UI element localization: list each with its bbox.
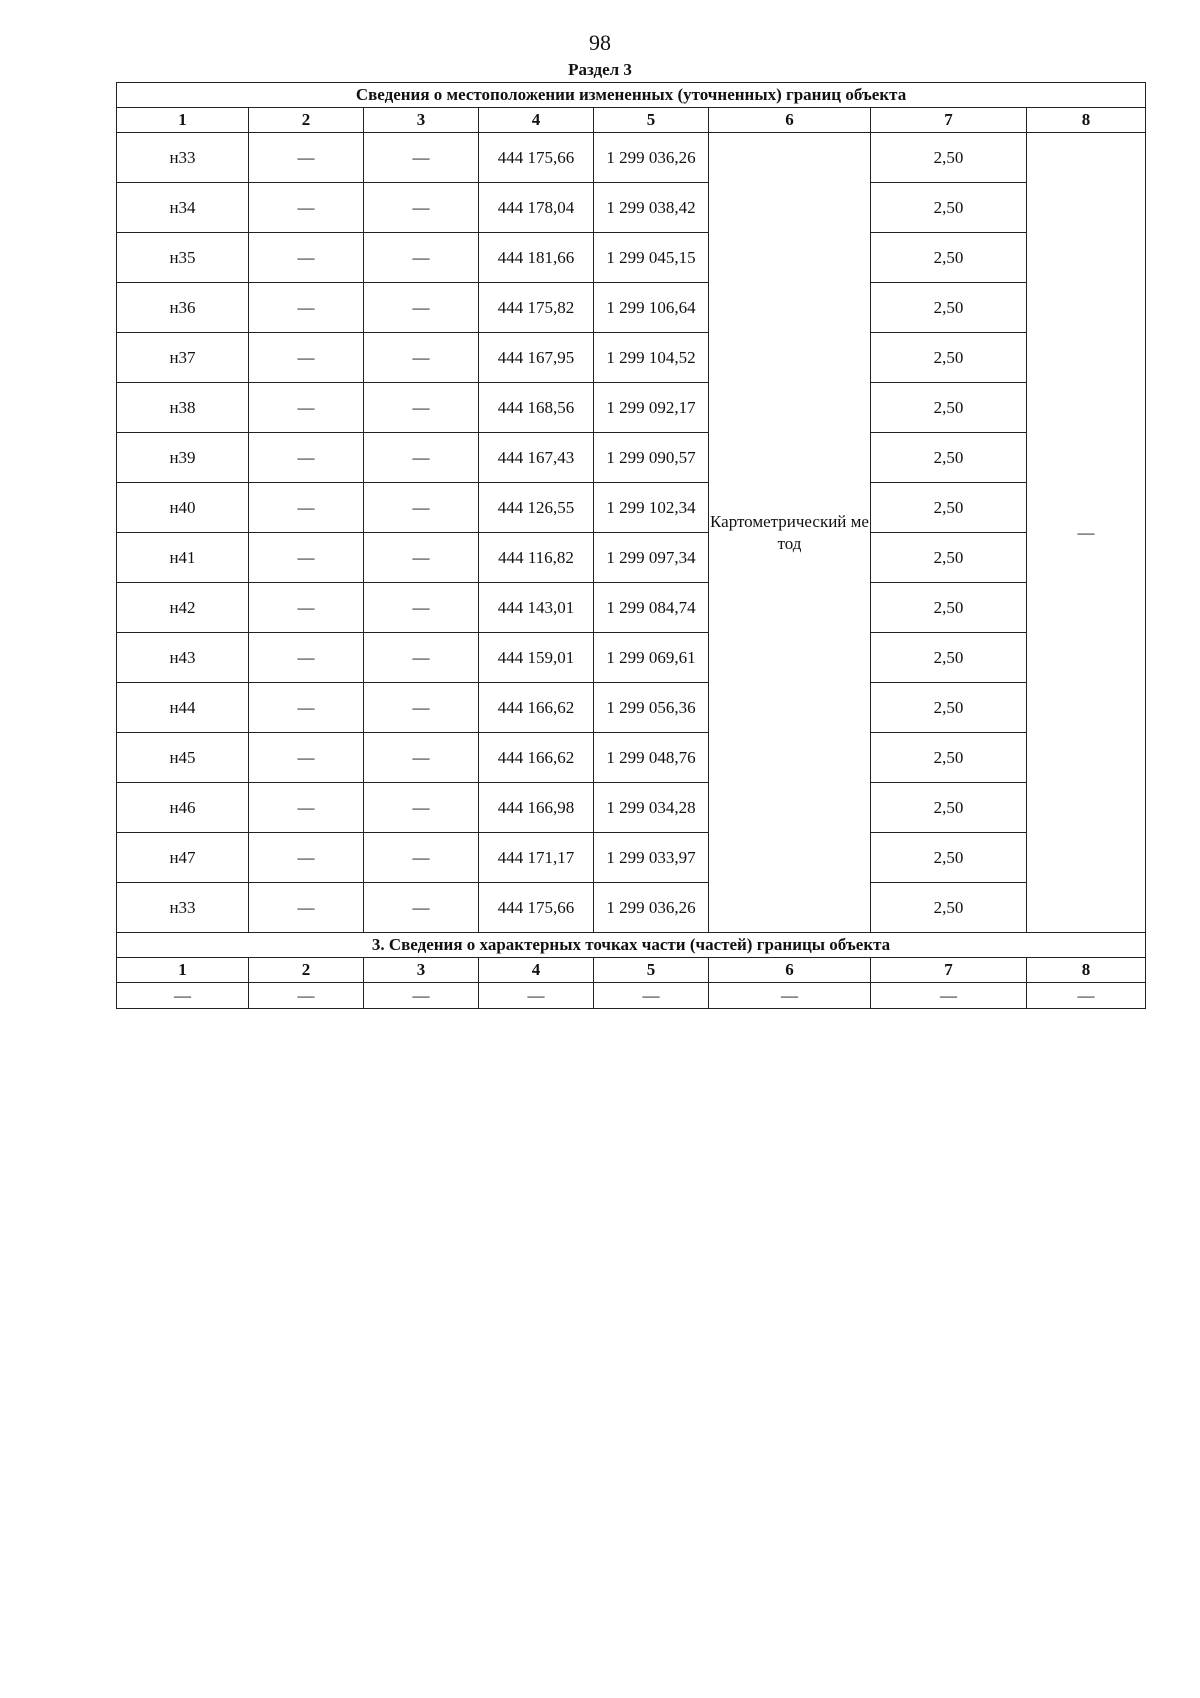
dash-cell: —	[249, 833, 364, 883]
dash-cell: —	[249, 133, 364, 183]
dash-cell: —	[709, 983, 871, 1009]
accuracy-cell: 2,50	[871, 533, 1027, 583]
dash-cell: —	[117, 983, 249, 1009]
col-number: 5	[594, 108, 709, 133]
table-caption-row	[117, 83, 1146, 108]
column-number-row	[117, 108, 1146, 133]
table-row	[117, 633, 1146, 683]
accuracy-cell: 2,50	[871, 133, 1027, 183]
dash-cell: —	[479, 983, 594, 1009]
dash-cell: —	[364, 633, 479, 683]
coord-y: 1 299 036,26	[594, 133, 709, 183]
col-number: 8	[1027, 958, 1146, 983]
point-name: н41	[117, 533, 249, 583]
point-name: н45	[117, 733, 249, 783]
table-row	[117, 783, 1146, 833]
dash-cell: —	[594, 983, 709, 1009]
table-row	[117, 383, 1146, 433]
point-name: н43	[117, 633, 249, 683]
dash-cell: —	[249, 483, 364, 533]
col8-cell: —	[1027, 133, 1146, 933]
col-number: 4	[479, 958, 594, 983]
accuracy-cell: 2,50	[871, 283, 1027, 333]
accuracy-cell: 2,50	[871, 683, 1027, 733]
point-name: н35	[117, 233, 249, 283]
coord-x: 444 166,62	[479, 683, 594, 733]
dash-cell: —	[249, 433, 364, 483]
table-row	[117, 183, 1146, 233]
accuracy-cell: 2,50	[871, 583, 1027, 633]
dash-cell: —	[364, 683, 479, 733]
table-row	[117, 583, 1146, 633]
table-row	[117, 483, 1146, 533]
boundary-table	[116, 82, 1146, 1009]
dash-cell: —	[364, 583, 479, 633]
accuracy-cell: 2,50	[871, 833, 1027, 883]
coord-y: 1 299 036,26	[594, 883, 709, 933]
col-number: 2	[249, 958, 364, 983]
col-number: 5	[594, 958, 709, 983]
dash-cell: —	[364, 983, 479, 1009]
accuracy-cell: 2,50	[871, 433, 1027, 483]
accuracy-cell: 2,50	[871, 883, 1027, 933]
table2-caption-row	[117, 933, 1146, 958]
coord-x: 444 159,01	[479, 633, 594, 683]
accuracy-cell: 2,50	[871, 233, 1027, 283]
point-name: н38	[117, 383, 249, 433]
section-title: Раздел 3	[568, 60, 632, 79]
point-name: н34	[117, 183, 249, 233]
col-number: 8	[1027, 108, 1146, 133]
dash-cell: —	[249, 533, 364, 583]
table-row	[117, 683, 1146, 733]
dash-cell: —	[249, 983, 364, 1009]
table-row	[117, 233, 1146, 283]
coord-y: 1 299 056,36	[594, 683, 709, 733]
coord-x: 444 171,17	[479, 833, 594, 883]
dash-cell: —	[364, 783, 479, 833]
dash-cell: —	[249, 783, 364, 833]
dash-cell: —	[364, 133, 479, 183]
coord-y: 1 299 092,17	[594, 383, 709, 433]
coord-y: 1 299 097,34	[594, 533, 709, 583]
coord-x: 444 167,95	[479, 333, 594, 383]
accuracy-cell: 2,50	[871, 333, 1027, 383]
coord-x: 444 175,82	[479, 283, 594, 333]
point-name: н36	[117, 283, 249, 333]
coord-x: 444 178,04	[479, 183, 594, 233]
table-row	[117, 883, 1146, 933]
dash-cell: —	[364, 533, 479, 583]
col-number: 1	[117, 108, 249, 133]
method-cell: Картометрический метод	[709, 133, 871, 933]
dash-cell: —	[249, 583, 364, 633]
col-number: 2	[249, 108, 364, 133]
col-number: 7	[871, 958, 1027, 983]
coord-y: 1 299 069,61	[594, 633, 709, 683]
point-name: н47	[117, 833, 249, 883]
point-name: н33	[117, 883, 249, 933]
coord-x: 444 143,01	[479, 583, 594, 633]
dash-cell: —	[364, 833, 479, 883]
coord-y: 1 299 038,42	[594, 183, 709, 233]
dash-cell: —	[249, 383, 364, 433]
coord-y: 1 299 084,74	[594, 583, 709, 633]
accuracy-cell: 2,50	[871, 383, 1027, 433]
coord-x: 444 175,66	[479, 883, 594, 933]
page-number: 98	[589, 30, 611, 55]
accuracy-cell: 2,50	[871, 733, 1027, 783]
dash-cell: —	[249, 283, 364, 333]
dash-cell: —	[364, 433, 479, 483]
table-row	[117, 283, 1146, 333]
point-name: н44	[117, 683, 249, 733]
coord-y: 1 299 106,64	[594, 283, 709, 333]
coord-y: 1 299 034,28	[594, 783, 709, 833]
table-row	[117, 333, 1146, 383]
coord-x: 444 166,98	[479, 783, 594, 833]
dash-cell: —	[249, 683, 364, 733]
accuracy-cell: 2,50	[871, 783, 1027, 833]
coord-x: 444 181,66	[479, 233, 594, 283]
dash-cell: —	[249, 183, 364, 233]
dash-cell: —	[871, 983, 1027, 1009]
table-row	[117, 133, 1146, 183]
point-name: н40	[117, 483, 249, 533]
table2-empty-row	[117, 983, 1146, 1009]
accuracy-cell: 2,50	[871, 633, 1027, 683]
col-number: 3	[364, 108, 479, 133]
col-number: 6	[709, 958, 871, 983]
dash-cell: —	[364, 333, 479, 383]
column-number-row	[117, 958, 1146, 983]
table-row	[117, 533, 1146, 583]
dash-cell: —	[364, 383, 479, 433]
coord-x: 444 116,82	[479, 533, 594, 583]
col-number: 7	[871, 108, 1027, 133]
coord-y: 1 299 102,34	[594, 483, 709, 533]
dash-cell: —	[1027, 983, 1146, 1009]
table-row	[117, 433, 1146, 483]
col-number: 4	[479, 108, 594, 133]
coord-y: 1 299 048,76	[594, 733, 709, 783]
dash-cell: —	[364, 733, 479, 783]
col-number: 6	[709, 108, 871, 133]
point-name: н33	[117, 133, 249, 183]
accuracy-cell: 2,50	[871, 183, 1027, 233]
dash-cell: —	[249, 883, 364, 933]
point-name: н39	[117, 433, 249, 483]
coord-x: 444 175,66	[479, 133, 594, 183]
dash-cell: —	[249, 333, 364, 383]
dash-cell: —	[249, 733, 364, 783]
dash-cell: —	[364, 183, 479, 233]
col-number: 3	[364, 958, 479, 983]
coord-y: 1 299 033,97	[594, 833, 709, 883]
table-row	[117, 833, 1146, 883]
dash-cell: —	[364, 883, 479, 933]
coord-x: 444 167,43	[479, 433, 594, 483]
coord-y: 1 299 090,57	[594, 433, 709, 483]
coord-x: 444 126,55	[479, 483, 594, 533]
dash-cell: —	[364, 283, 479, 333]
dash-cell: —	[249, 233, 364, 283]
coord-x: 444 168,56	[479, 383, 594, 433]
dash-cell: —	[364, 483, 479, 533]
table2-caption: 3. Сведения о характерных точках части (частей) границы объекта	[117, 933, 1146, 958]
coord-x: 444 166,62	[479, 733, 594, 783]
point-name: н42	[117, 583, 249, 633]
coord-y: 1 299 104,52	[594, 333, 709, 383]
col-number: 1	[117, 958, 249, 983]
accuracy-cell: 2,50	[871, 483, 1027, 533]
point-name: н46	[117, 783, 249, 833]
table-row	[117, 733, 1146, 783]
coord-y: 1 299 045,15	[594, 233, 709, 283]
point-name: н37	[117, 333, 249, 383]
dash-cell: —	[249, 633, 364, 683]
dash-cell: —	[364, 233, 479, 283]
table1-caption: Сведения о местоположении измененных (уточненных) границ объекта	[117, 83, 1146, 108]
